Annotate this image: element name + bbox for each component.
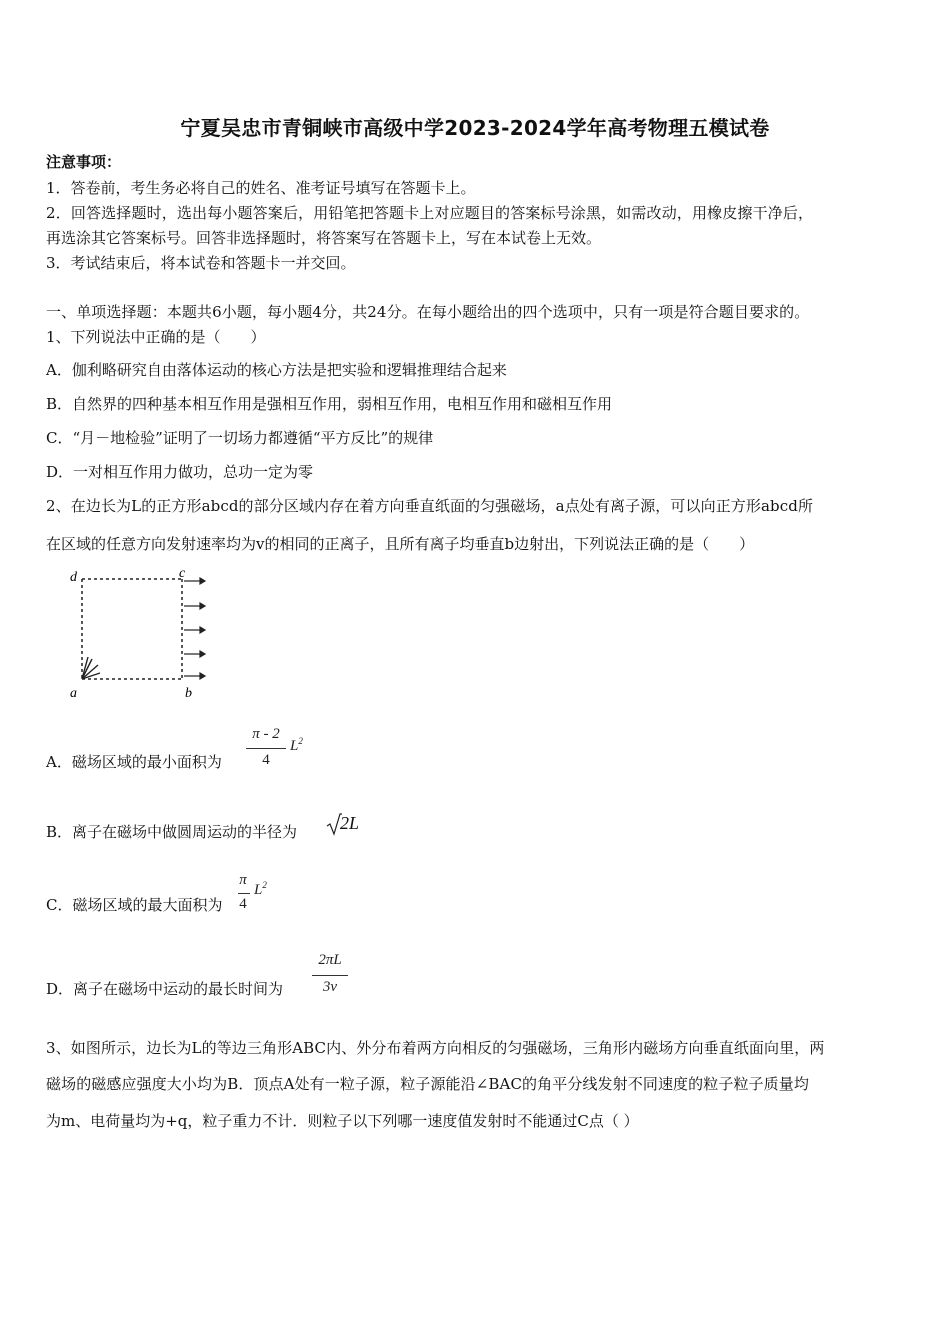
fraction-bar bbox=[238, 893, 250, 894]
q2-stem-line2: 在区域的任意方向发射速率均为v的相同的正离子，且所有离子均垂直b边射出，下列说法正确的是（ ） bbox=[46, 535, 755, 553]
q2-option-b: B．离子在磁场中做圆周运动的半径为 bbox=[46, 823, 298, 841]
q2-option-a-formula bbox=[244, 726, 314, 776]
source-arrows bbox=[82, 657, 100, 679]
fraction-numerator: π bbox=[239, 872, 247, 888]
label-b: b bbox=[185, 686, 192, 701]
notice-item-2-cont: 再选涂其它答案标号。回答非选择题时，将答案写在答题卡上，写在本试卷上无效。 bbox=[46, 229, 602, 247]
superscript: 2 bbox=[262, 880, 267, 890]
fraction-bar bbox=[246, 748, 286, 749]
q3-line1: 3、如图所示，边长为L的等边三角形ABC内、外分布着两方向相反的匀强磁场，三角形内磁场方向垂直纸面向里，两 bbox=[46, 1039, 825, 1057]
label-a: a bbox=[70, 686, 77, 701]
q2-option-d-formula bbox=[308, 952, 358, 1002]
exit-arrows bbox=[184, 578, 205, 679]
page-title: 宁夏吴忠市青铜峡市高级中学2023-2024学年高考物理五模试卷 bbox=[180, 116, 770, 140]
q1-option-b: B．自然界的四种基本相互作用是强相互作用，弱相互作用，电相互作用和磁相互作用 bbox=[46, 395, 613, 413]
q1-option-d: D．一对相互作用力做功，总功一定为零 bbox=[46, 463, 314, 481]
fraction-denominator: 3v bbox=[322, 979, 338, 995]
notice-item-3: 3．考试结束后，将本试卷和答题卡一并交回。 bbox=[46, 254, 356, 272]
q1-stem: 1、下列说法中正确的是（ ） bbox=[46, 328, 266, 346]
q1-option-c: C．“月－地检验”证明了一切场力都遵循“平方反比”的规律 bbox=[46, 429, 434, 447]
notice-item-1: 1．答卷前，考生务必将自己的姓名、准考证号填写在答题卡上。 bbox=[46, 179, 476, 197]
q2-square-figure bbox=[62, 565, 222, 705]
q2-option-c: C．磁场区域的最大面积为 bbox=[46, 896, 223, 914]
q2-option-d: D．离子在磁场中运动的最长时间为 bbox=[46, 980, 284, 998]
fraction-numerator: π - 2 bbox=[252, 726, 280, 742]
notice-item-2: 2．回答选择题时，选出每小题答案后，用铅笔把答题卡上对应题目的答案标号涂黑，如需改动，用橡皮擦干净后， bbox=[46, 204, 814, 222]
fraction-denominator: 4 bbox=[262, 752, 270, 768]
label-c: c bbox=[179, 566, 186, 581]
fraction-tail: L bbox=[254, 882, 263, 898]
q3-line2: 磁场的磁感应强度大小均为B．顶点A处有一粒子源，粒子源能沿∠BAC的角平分线发射不同速度的粒子粒子质量均 bbox=[46, 1075, 809, 1093]
square-outline bbox=[82, 579, 182, 679]
fraction-denominator: 4 bbox=[239, 896, 247, 912]
label-d: d bbox=[70, 570, 77, 585]
section-heading: 一、单项选择题：本题共6小题，每小题4分，共24分。在每小题给出的四个选项中，只有一项是符合题目要求的。 bbox=[46, 303, 810, 321]
q1-option-a: A．伽利略研究自由落体运动的核心方法是把实验和逻辑推理结合起来 bbox=[46, 361, 507, 379]
fraction-numerator: 2πL bbox=[318, 952, 342, 968]
q2-option-c-formula bbox=[232, 872, 292, 918]
fraction-tail: L bbox=[290, 738, 299, 754]
fraction-bar bbox=[312, 975, 348, 976]
superscript: 2 bbox=[298, 736, 303, 746]
q2-option-a: A．磁场区域的最小面积为 bbox=[46, 753, 222, 771]
q3-line3: 为m、电荷量均为+q，粒子重力不计．则粒子以下列哪一速度值发射时不能通过C点（ ） bbox=[46, 1112, 639, 1130]
notice-heading: 注意事项： bbox=[46, 153, 122, 171]
q2-option-b-math: 2L bbox=[340, 813, 360, 833]
q2-stem-line1: 2、在边长为L的正方形abcd的部分区域内存在着方向垂直纸面的匀强磁场，a点处有离子源，可以向正方形abcd所 bbox=[46, 497, 814, 515]
